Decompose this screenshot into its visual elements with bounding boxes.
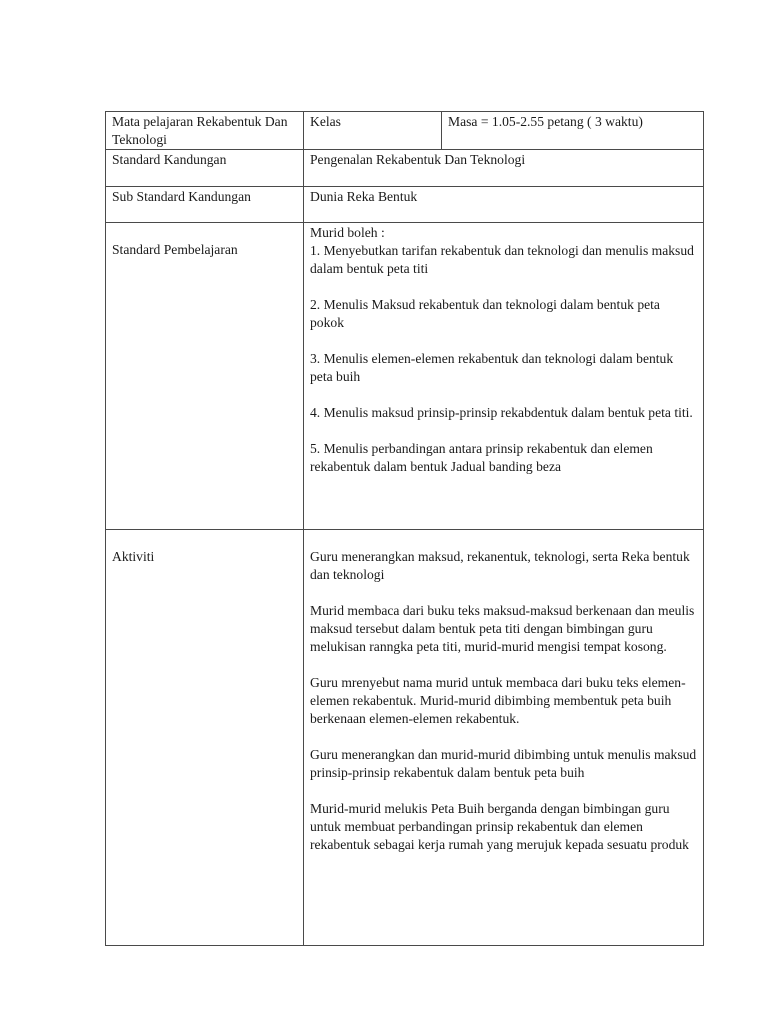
list-item: 5. Menulis perbandingan antara prinsip rekabentuk dan elemen rekabentuk dalam bentuk Jadual banding beza (310, 441, 653, 474)
list-item: 4. Menulis maksud prinsip-prinsip rekabdentuk dalam bentuk peta titi. (310, 405, 693, 420)
list-item: 2. Menulis Maksud rekabentuk dan teknologi dalam bentuk peta pokok (310, 297, 660, 330)
aktiviti-content (304, 530, 704, 946)
list-item: Murid-murid melukis Peta Buih berganda dengan bimbingan guru untuk membuat perbandingan prinsip rekabentuk dan elemen rekabentuk sebagai kerja rumah yang merujuk kepada sesuatu produk (310, 801, 689, 852)
table-row-standard-pembelajaran (106, 223, 704, 530)
list-item: Murid membaca dari buku teks maksud-maksud berkenaan dan meulis maksud tersebut dalam bentuk peta titi dengan bimbingan guru melukisan ranngka peta titi, murid-murid mengisi tempat kosong. (310, 603, 695, 654)
aktiviti-label: Aktiviti (106, 530, 304, 946)
list-item: 3. Menulis elemen-elemen rekabentuk dan teknologi dalam bentuk peta buih (310, 351, 674, 384)
standard-kandungan-label: Standard Kandungan (106, 150, 304, 187)
time-cell: Masa = 1.05-2.55 petang ( 3 waktu) (442, 112, 704, 150)
table-row-subject (106, 112, 704, 150)
list-item: Guru menerangkan dan murid-murid dibimbing untuk menulis maksud prinsip-prinsip rekabentuk dalam bentuk peta buih (310, 747, 697, 780)
sub-standard-value: Dunia Reka Bentuk (304, 187, 704, 223)
standard-pembelajaran-content (304, 223, 704, 530)
class-label-cell: Kelas (304, 112, 442, 150)
table-row-aktiviti (106, 530, 704, 946)
subject-cell: Mata pelajaran Rekabentuk Dan Teknologi (106, 112, 304, 150)
list-item: Guru mrenyebut nama murid untuk membaca dari buku teks elemen-elemen rekabentuk. Murid-murid dibimbing membentuk peta buih berkenaan elemen-elemen rekabentuk. (310, 675, 686, 726)
intro-text: Murid boleh : (310, 225, 385, 240)
lesson-plan-table (105, 111, 704, 946)
table-row-sub-standard (106, 187, 704, 223)
standard-kandungan-value: Pengenalan Rekabentuk Dan Teknologi (304, 150, 704, 187)
list-item: 1. Menyebutkan tarifan rekabentuk dan teknologi dan menulis maksud dalam bentuk peta titi (310, 243, 694, 276)
table-row-standard-kandungan (106, 150, 704, 187)
list-item: Guru menerangkan maksud, rekanentuk, teknologi, serta Reka bentuk dan teknologi (310, 549, 690, 582)
standard-pembelajaran-label: Standard Pembelajaran (106, 223, 304, 530)
sub-standard-label: Sub Standard Kandungan (106, 187, 304, 223)
